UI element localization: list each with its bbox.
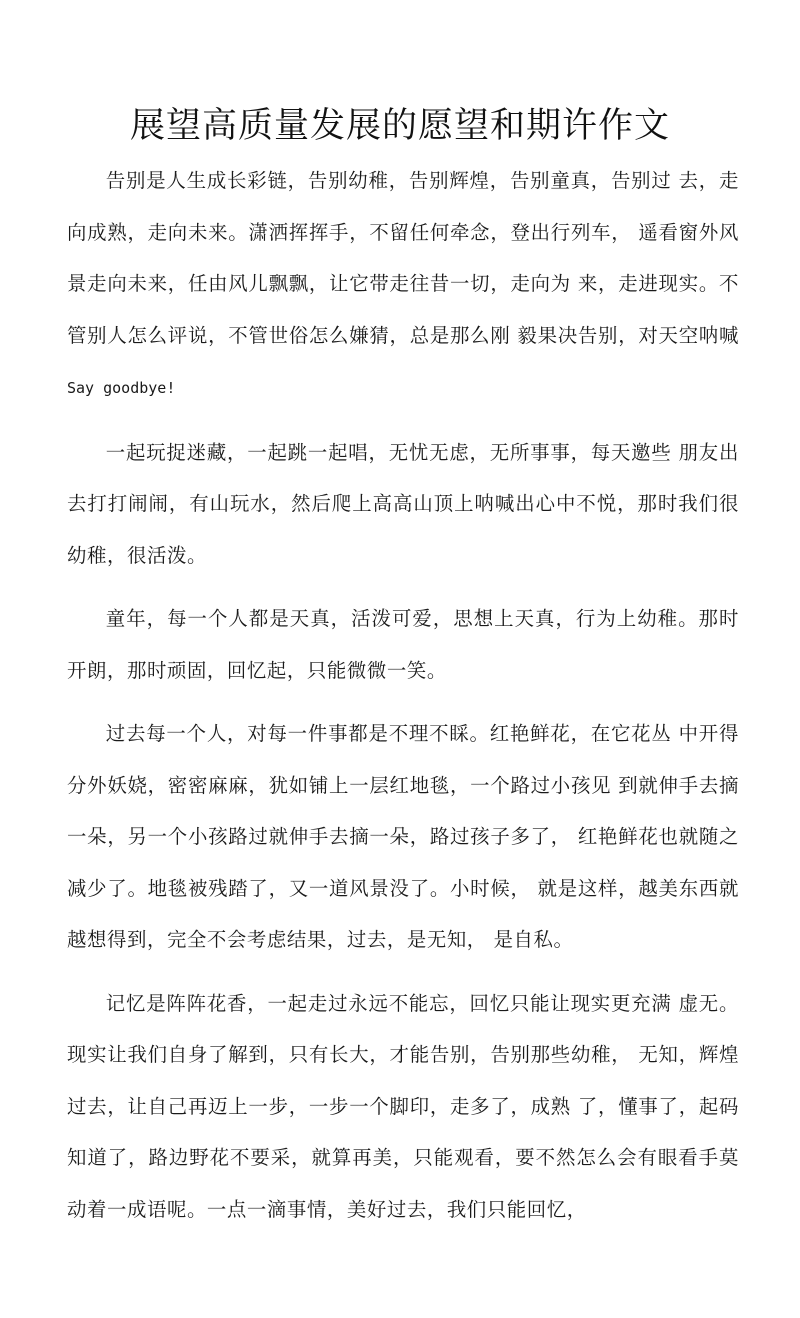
document-body bbox=[67, 155, 739, 1247]
paragraph-farewell bbox=[67, 155, 739, 415]
paragraph-childhood-innocence: 童年，每一个人都是天真，活泼可爱，思想上天真，行为上幼稚。那时开朗，那时顽固，回忆起，只能微微一笑。 bbox=[67, 607, 739, 682]
document-title: 展望高质量发展的愿望和期许作文 bbox=[129, 106, 670, 146]
paragraph-english-phrase: Say goodbye! bbox=[67, 379, 176, 397]
paragraph-past-flowers: 过去每一个人，对每一件事都是不理不睬。红艳鲜花，在它花丛 中开得分外妖娆，密密麻麻，犹如铺上一层红地毯，一个路过小孩见 到就伸手去摘一朵，另一个小孩路过就伸手去摘一朵，路过孩子多了， 红艳鲜花也就随之减少了。地毯被残踏了，又一道风景没了。小时候， 就是这样，越美东西就越想得到，完全不会考虑结果，过去，是无知， 是自私。 bbox=[67, 722, 739, 951]
paragraph-text: 告别是人生成长彩链，告别幼稚，告别辉煌，告别童真，告别过 去，走向成熟，走向未来。潇洒挥挥手，不留任何牵念，登出行列车， 遥看窗外风景走向未来，任由风儿飘飘，让它带走往昔一切，走向为 来，走进现实。不管别人怎么评说，不管世俗怎么嫌猜，总是那么刚 毅果决告别，对天空呐喊 bbox=[67, 169, 739, 347]
paragraph-memory: 记忆是阵阵花香，一起走过永远不能忘，回忆只能让现实更充满 虚无。现实让我们自身了解到，只有长大，才能告别，告别那些幼稚， 无知，辉煌过去，让自己再迈上一步，一步一个脚印，走多了，成熟 了，懂事了，起码知道了，路边野花不要采，就算再美，只能观看，要不然怎么会有眼看手莫动着一成语呢。一点一滴事情，美好过去，我们只能回忆， bbox=[67, 991, 739, 1221]
paragraph-childhood-play: 一起玩捉迷藏，一起跳一起唱，无忧无虑，无所事事，每天邀些 朋友出去打打闹闹，有山玩水，然后爬上高高山顶上呐喊出心中不悦，那时我们很幼稚，很活泼。 bbox=[67, 440, 739, 567]
